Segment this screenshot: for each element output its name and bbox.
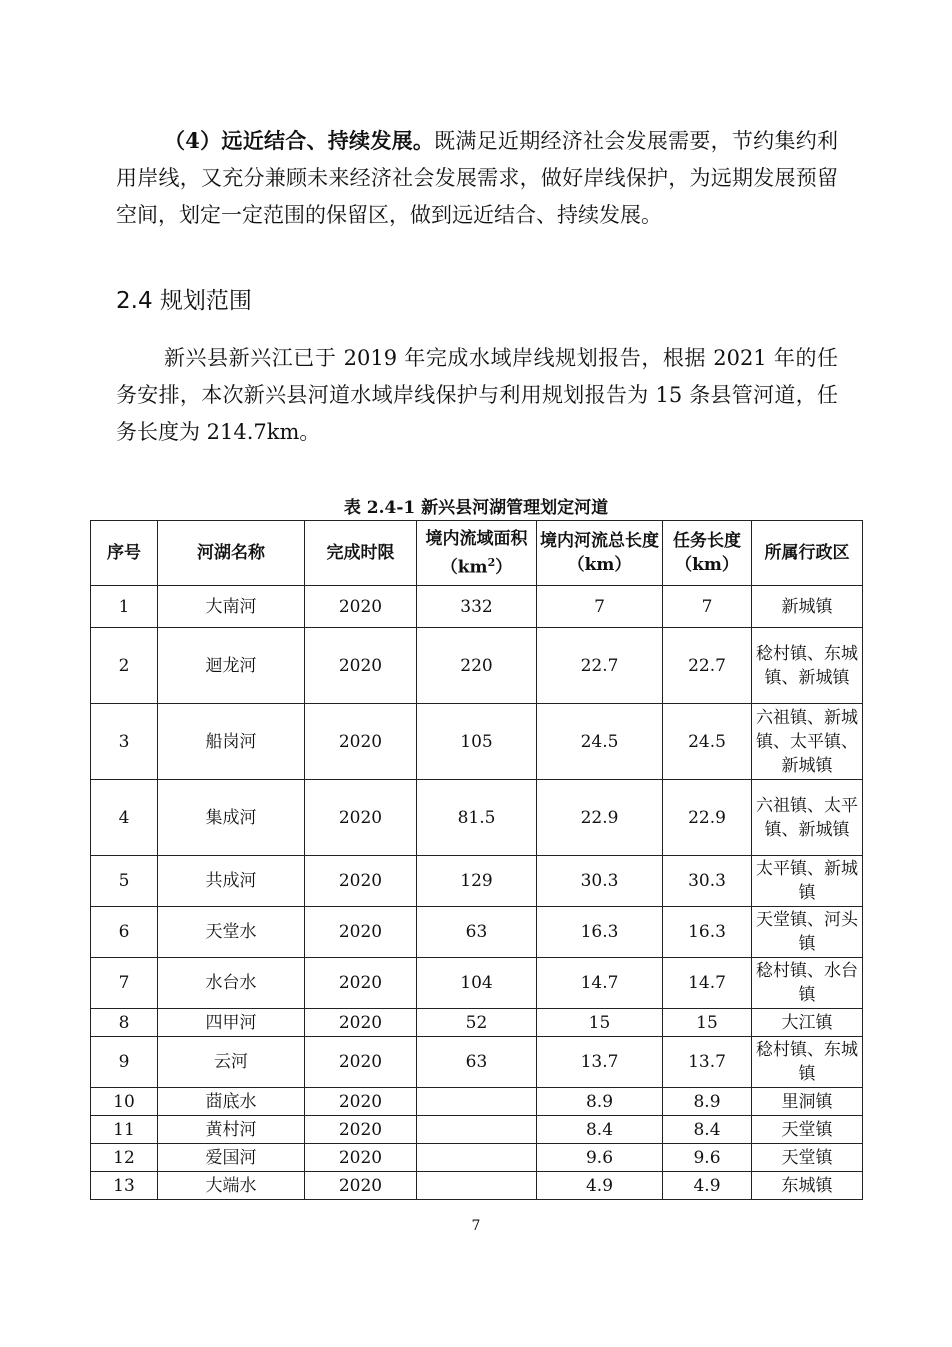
cell-name: 云河 [158,1037,305,1088]
table-row [91,628,863,704]
cell-year: 2020 [305,628,417,704]
cell-task: 30.3 [663,856,752,907]
cell-year: 2020 [305,856,417,907]
cell-year: 2020 [305,958,417,1009]
header-task: 任务长度（km） [663,521,752,586]
cell-length: 22.7 [537,628,663,704]
cell-length: 9.6 [537,1144,663,1172]
table-row [91,586,863,628]
cell-task: 8.4 [663,1116,752,1144]
cell-no: 9 [91,1037,158,1088]
cell-name: 莔底水 [158,1088,305,1116]
table-caption: 表 2.4-1 新兴县河湖管理划定河道 [343,498,609,518]
cell-no: 6 [91,907,158,958]
cell-task: 4.9 [663,1172,752,1200]
cell-region: 新城镇 [752,586,863,628]
cell-region: 六祖镇、太平镇、新城镇 [752,780,863,856]
cell-name: 黄村河 [158,1116,305,1144]
cell-length: 30.3 [537,856,663,907]
cell-region: 六祖镇、新城镇、太平镇、新城镇 [752,704,863,780]
principle-title: （4）远近结合、持续发展。 [164,128,435,153]
table-row [91,1037,863,1088]
cell-area: 332 [417,586,537,628]
cell-name: 大端水 [158,1172,305,1200]
cell-task: 14.7 [663,958,752,1009]
cell-length: 4.9 [537,1172,663,1200]
cell-task: 9.6 [663,1144,752,1172]
cell-year: 2020 [305,1144,417,1172]
principle-text: 既满足近期经济社会发展需要，节约集约利用岸线，又充分兼顾未来经济社会发展需求，做好岸线保护，为远期发展预留空间，划定一定范围的保留区，做到远近结合、持续发展。 [116,129,838,227]
cell-area: 129 [417,856,537,907]
cell-task: 8.9 [663,1088,752,1116]
cell-no: 8 [91,1009,158,1037]
cell-length: 24.5 [537,704,663,780]
cell-no: 11 [91,1116,158,1144]
principle-paragraph [116,122,838,234]
cell-task: 22.7 [663,628,752,704]
cell-length: 8.9 [537,1088,663,1116]
cell-name: 大南河 [158,586,305,628]
cell-year: 2020 [305,1009,417,1037]
cell-task: 13.7 [663,1037,752,1088]
cell-length: 13.7 [537,1037,663,1088]
table-row [91,856,863,907]
cell-task: 22.9 [663,780,752,856]
cell-year: 2020 [305,1037,417,1088]
cell-length: 7 [537,586,663,628]
cell-no: 3 [91,704,158,780]
cell-name: 四甲河 [158,1009,305,1037]
cell-area [417,1088,537,1116]
cell-area: 52 [417,1009,537,1037]
header-region: 所属行政区 [752,521,863,586]
table-row [91,1144,863,1172]
cell-region: 天堂镇 [752,1116,863,1144]
cell-name: 集成河 [158,780,305,856]
cell-area: 104 [417,958,537,1009]
cell-region: 东城镇 [752,1172,863,1200]
cell-area [417,1116,537,1144]
cell-no: 1 [91,586,158,628]
cell-no: 12 [91,1144,158,1172]
table-body [91,586,863,1200]
cell-area [417,1172,537,1200]
cell-year: 2020 [305,1172,417,1200]
header-area [417,521,537,586]
table-row [91,958,863,1009]
cell-region: 太平镇、新城镇 [752,856,863,907]
page-number: 7 [471,1218,481,1234]
table-row [91,1116,863,1144]
cell-region: 里洞镇 [752,1088,863,1116]
cell-length: 8.4 [537,1116,663,1144]
cell-name: 天堂水 [158,907,305,958]
cell-area: 220 [417,628,537,704]
header-length: 境内河流总长度（km） [537,521,663,586]
cell-area: 105 [417,704,537,780]
header-area-sup: 2 [487,555,496,569]
cell-year: 2020 [305,586,417,628]
cell-no: 7 [91,958,158,1009]
header-name: 河湖名称 [158,521,305,586]
scope-paragraph: 新兴县新兴江已于 2019 年完成水域岸线规划报告，根据 2021 年的任务安排，本次新兴县河道水域岸线保护与利用规划报告为 15 条县管河道，任务长度为 214.7km。 [116,346,838,444]
header-area-close: ） [495,557,513,578]
cell-task: 7 [663,586,752,628]
cell-length: 15 [537,1009,663,1037]
cell-region: 稔村镇、东城镇、新城镇 [752,628,863,704]
cell-area: 63 [417,907,537,958]
table-row [91,1172,863,1200]
table-row [91,704,863,780]
cell-year: 2020 [305,704,417,780]
cell-region: 稔村镇、东城镇 [752,1037,863,1088]
table-row [91,1088,863,1116]
cell-task: 24.5 [663,704,752,780]
cell-task: 15 [663,1009,752,1037]
cell-year: 2020 [305,907,417,958]
cell-year: 2020 [305,780,417,856]
header-no: 序号 [91,521,158,586]
cell-year: 2020 [305,1116,417,1144]
cell-name: 迴龙河 [158,628,305,704]
table-header-row [91,521,863,586]
cell-region: 天堂镇 [752,1144,863,1172]
cell-length: 16.3 [537,907,663,958]
cell-name: 水台水 [158,958,305,1009]
cell-year: 2020 [305,1088,417,1116]
table-row [91,907,863,958]
header-area-text: 境内流域面积（km [425,528,528,578]
cell-region: 天堂镇、河头镇 [752,907,863,958]
cell-area [417,1144,537,1172]
cell-region: 大江镇 [752,1009,863,1037]
cell-name: 爱国河 [158,1144,305,1172]
cell-no: 10 [91,1088,158,1116]
cell-no: 4 [91,780,158,856]
cell-no: 2 [91,628,158,704]
cell-region: 稔村镇、水台镇 [752,958,863,1009]
cell-area: 81.5 [417,780,537,856]
cell-length: 22.9 [537,780,663,856]
table-row [91,780,863,856]
section-heading: 2.4 规划范围 [116,288,252,314]
cell-no: 13 [91,1172,158,1200]
cell-length: 14.7 [537,958,663,1009]
table-row [91,1009,863,1037]
cell-name: 共成河 [158,856,305,907]
river-table [90,520,863,1200]
cell-name: 船岗河 [158,704,305,780]
header-year: 完成时限 [305,521,417,586]
cell-no: 5 [91,856,158,907]
cell-task: 16.3 [663,907,752,958]
cell-area: 63 [417,1037,537,1088]
